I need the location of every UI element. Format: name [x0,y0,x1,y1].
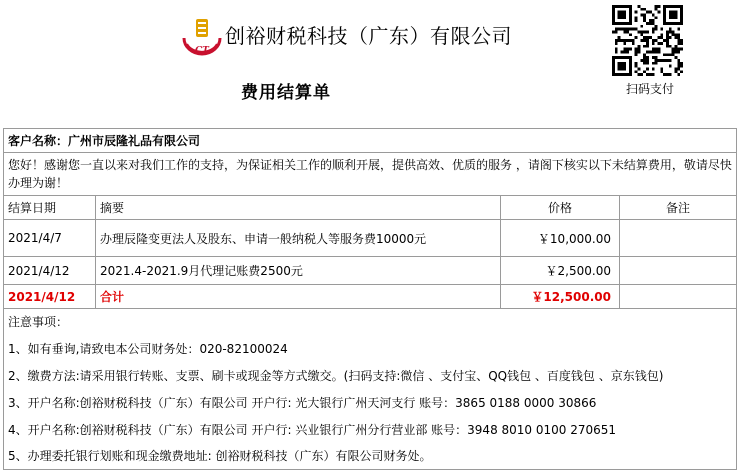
table-row [4,257,737,285]
row-remark [620,257,737,285]
customer-name: 广州市辰隆礼品有限公司 [68,134,201,148]
note-row [4,389,737,416]
greeting-row [4,153,737,196]
notes-title-row [4,309,737,335]
customer-cell [4,129,737,153]
table-row [4,220,737,257]
note-row [4,362,737,389]
header-row [4,196,737,220]
customer-label: 客户名称： [8,134,69,148]
row-price: ￥2,500.00 [501,257,620,285]
note-item: 4、开户名称:创裕财税科技（广东）有限公司 开户行: 兴业银行广州分行营业部 账号：3948 8010 0100 270651 [4,416,737,443]
customer-row [4,129,737,153]
row-date: 2021/4/12 [4,257,96,285]
company-logo [178,16,226,56]
note-item: 5、办理委托银行划账和现金缴费地址: 创裕财税科技（广东）有限公司财务处。 [4,443,737,470]
note-item: 3、开户名称:创裕财税科技（广东）有限公司 开户行: 光大银行广州天河支行 账号：3865 0188 0000 30866 [4,389,737,416]
note-row [4,335,737,362]
qr-label: 扫码支付 [625,82,674,96]
company-name: 创裕财税科技（广东）有限公司 [225,24,512,48]
greeting-text: 您好！感谢您一直以来对我们工作的支持，为保证相关工作的顺利开展，提供高效、优质的服务 ，请阁下核实以下未结算费用，敬请尽快办理为谢！ [4,153,737,196]
document-title: 费用结算单 [241,83,331,103]
row-summary: 办理辰隆变更法人及股东、申请一般纳税人等服务费10000元 [96,220,501,257]
total-price: ￥12,500.00 [501,285,620,309]
note-row [4,443,737,470]
qr-code-icon[interactable] [612,5,683,76]
total-label: 合计 [96,285,501,309]
total-row [4,285,737,309]
total-remark [620,285,737,309]
header-date: 结算日期 [4,196,96,220]
row-price: ￥10,000.00 [501,220,620,257]
svg-text:CT: CT [195,46,209,56]
header-summary: 摘要 [96,196,501,220]
note-item: 1、如有垂询,请致电本公司财务处：020-82100024 [4,335,737,362]
header-price: 价格 [501,196,620,220]
notes-title: 注意事项： [4,309,737,335]
row-summary: 2021.4-2021.9月代理记账费2500元 [96,257,501,285]
total-date: 2021/4/12 [4,285,96,309]
note-item: 2、缴费方法:请采用银行转账、支票、刷卡或现金等方式缴交。(扫码支持:微信 、支付宝、QQ钱包 、百度钱包 、京东钱包) [4,362,737,389]
row-date: 2021/4/7 [4,220,96,257]
row-remark [620,220,737,257]
note-row [4,416,737,443]
settlement-table [3,128,737,470]
header-remark: 备注 [620,196,737,220]
